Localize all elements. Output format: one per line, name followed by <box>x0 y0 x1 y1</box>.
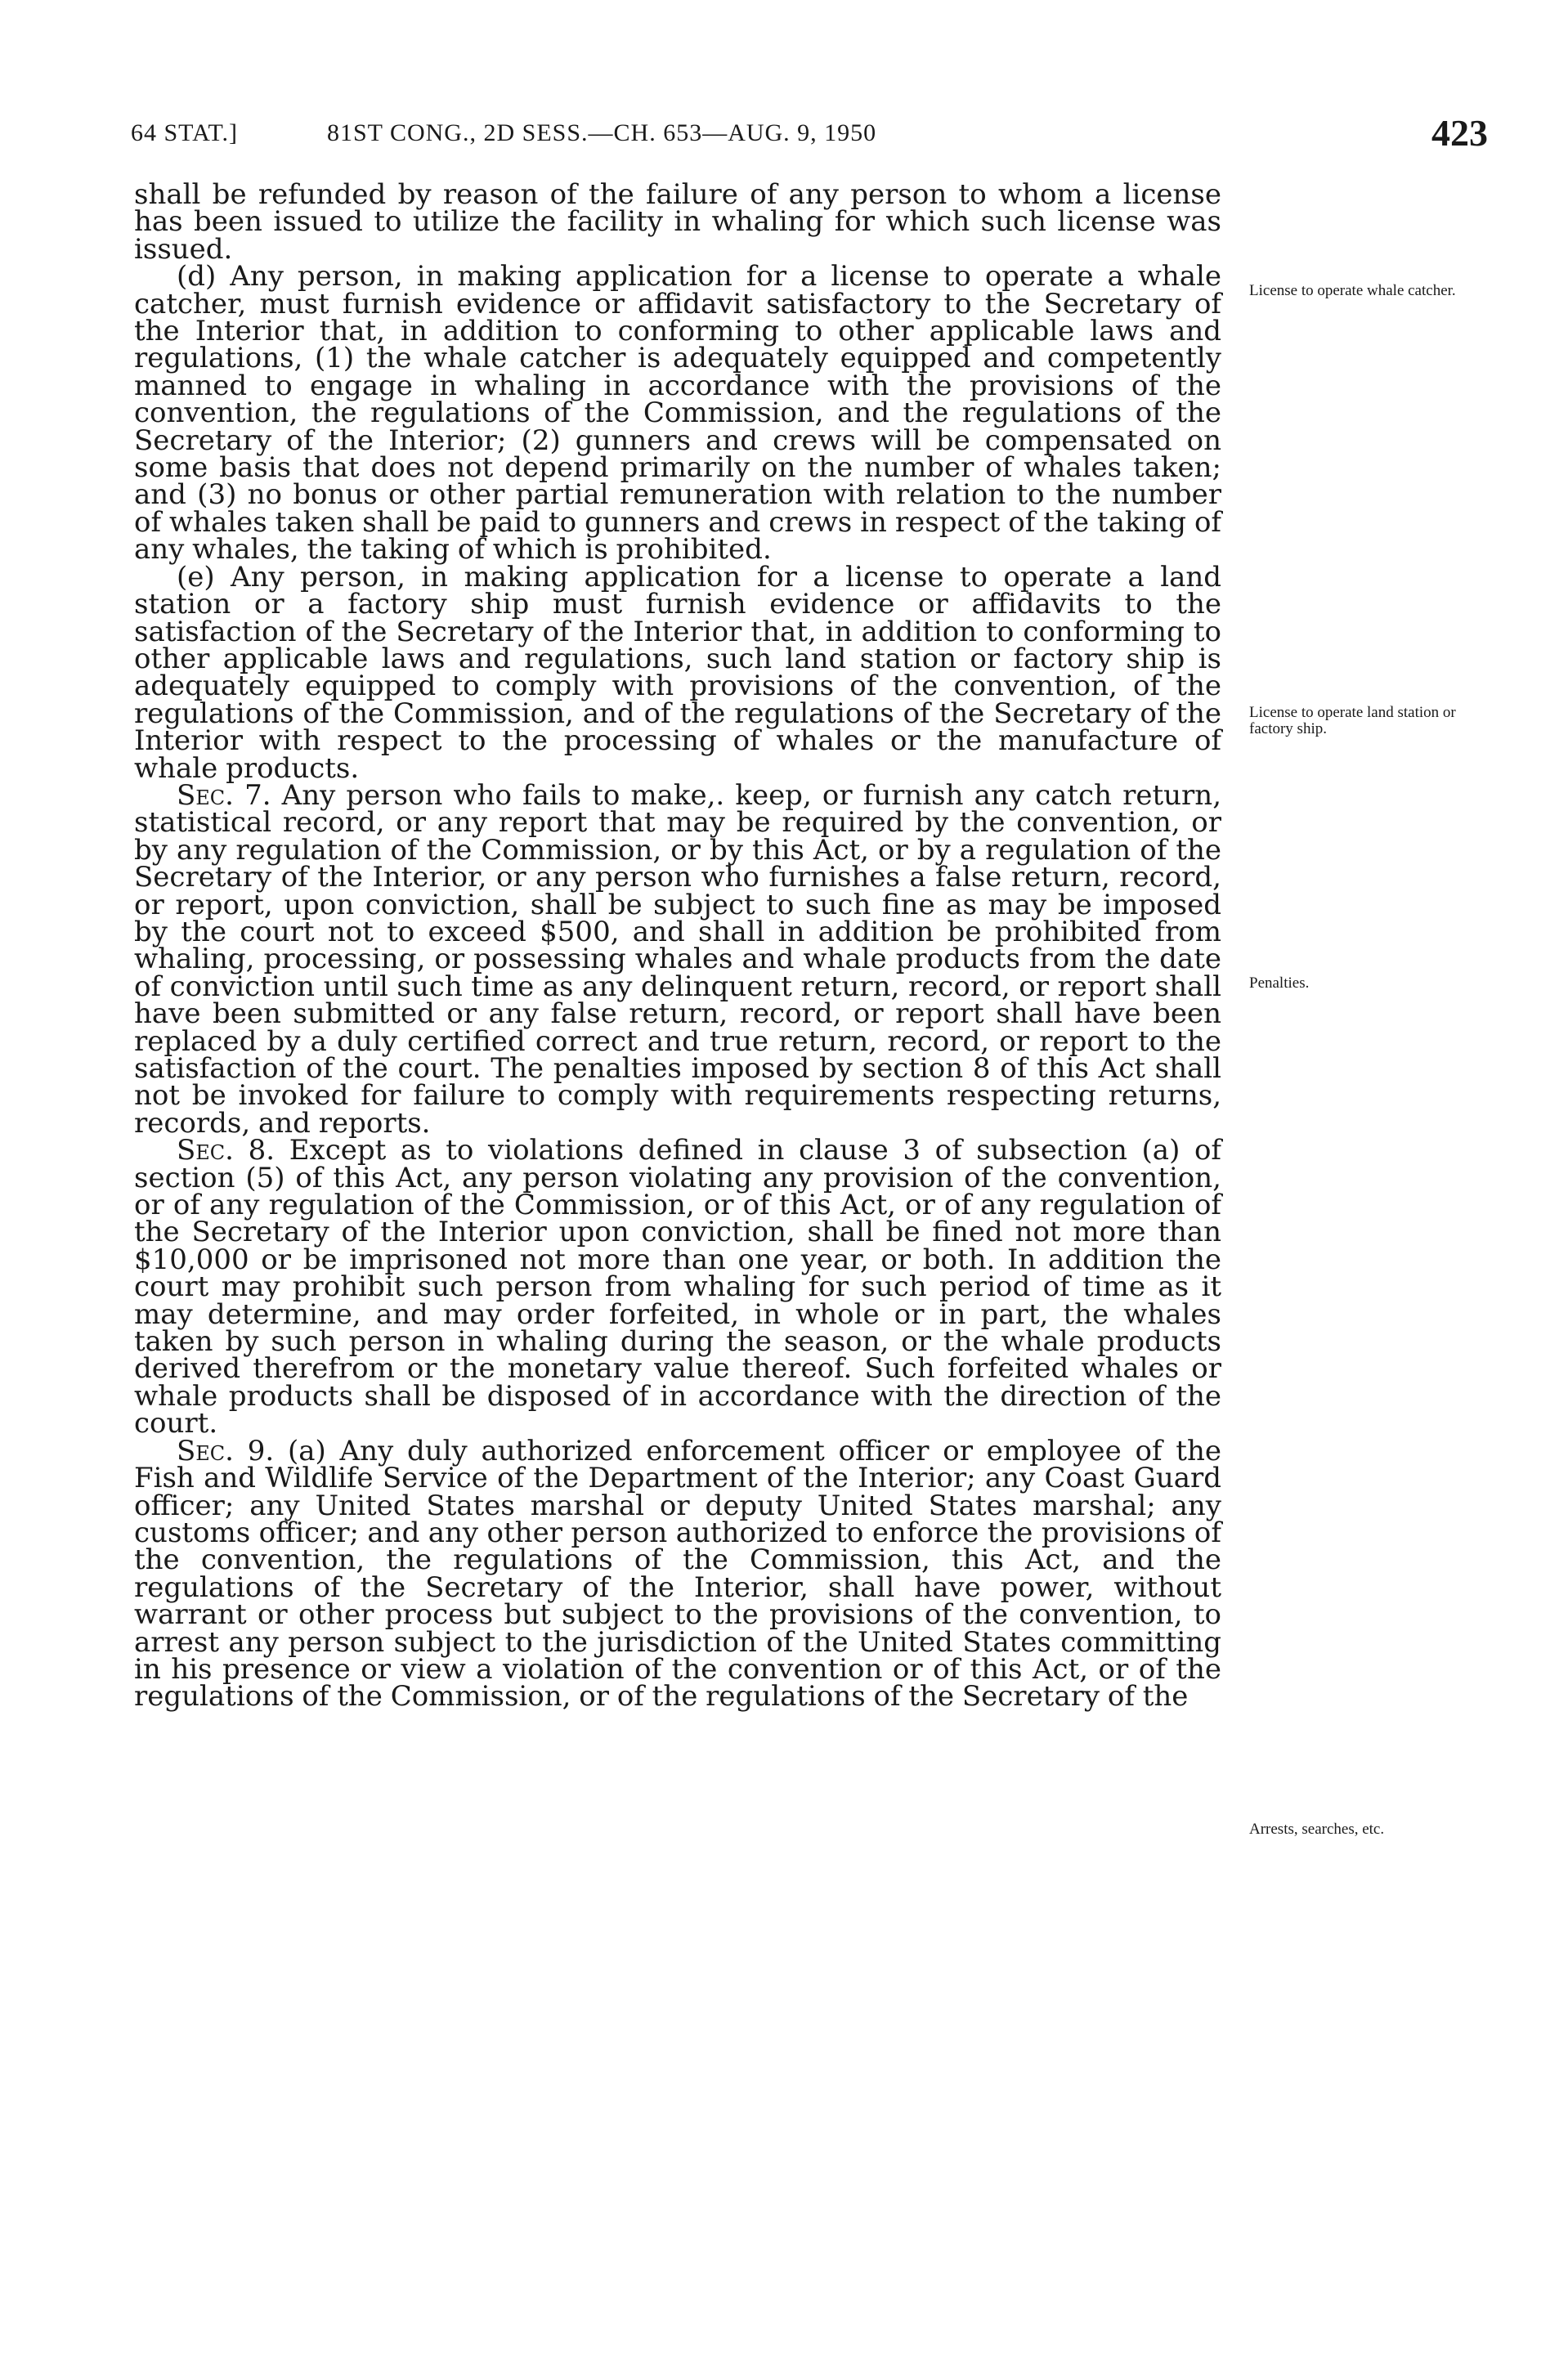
paragraph-text: Any person who fails to make,. keep, or furnish any catch return, statistical record, or any report that may be required by the convention, or by any regulation of the Commission, or by this Act, or by a regulation of the Secretary of the Interior, or any person who furnishes a false return, record, or report, upon conviction, shall be subject to such fine as may be imposed by the court not to exceed $500, and shall in addition be prohibited from whaling, processing, or possessing whales and whale products from the date of conviction until such time as any delinquent return, record, or report shall have been submitted or any false return, record, or report shall have been replaced by a duly certified correct and true return, record, or report to the satisfaction of the court. The penalties imposed by section 8 of this Act shall not be invoked for failure to comply with requirements respecting returns, records, and reports. <box>134 778 1222 1140</box>
paragraph-subsection-d <box>134 260 1221 567</box>
paragraph-text: shall be refunded by reason of the failure of any person to whom a license has been issued to utilize the facility in whaling for which such license was issued. <box>134 178 1221 266</box>
section-label: Sec. 7. <box>177 778 271 812</box>
statute-volume: 64 STAT.] <box>131 119 239 146</box>
paragraph-continuation <box>134 178 1221 266</box>
paragraph-section-9 <box>134 1434 1221 1714</box>
statute-body <box>134 178 1222 1714</box>
section-label: Sec. 9. <box>177 1434 275 1467</box>
margin-note-penalties: Penalties. <box>1249 974 1310 992</box>
paragraph-text: (a) Any duly authorized enforcement officer or employee of the Fish and Wildlife Service of the Department of the Interior; any Coast Guard officer; any United States marshal or deputy United States marshal; any customs officer; and any other person authorized to enforce the provisions of the convention, the regulations of the Commission, this Act, and the regulations of the Secretary of the Interior, shall have power, without warrant or other process but subject to the provisions of the convention, to arrest any person subject to the jurisdiction of the United States committing in his presence or view a violation of the convention or of this Act, or of the regulations of the Commission, or of the regulations of the Secretary of the <box>134 1434 1221 1714</box>
paragraph-text: Except as to violations defined in clause 3 of subsection (a) of section (5) of this Act, any person violating any provision of the convention, or of any regulation of the Commission, or of this Act, or of any regulation of the Secretary of the Interior upon conviction, shall be fined not more than $10,000 or be imprisoned not more than one year, or both. In addition the court may prohibit such person from whaling for such period of time as it may determine, and may order forfeited, in whole or in part, the whales taken by such person in whaling during the season, or the whale products derived therefrom or the monetary value thereof. Such forfeited whales or whale products shall be disposed of in accordance with the direction of the court. <box>134 1134 1222 1440</box>
paragraph-section-7 <box>134 778 1222 1140</box>
paragraph-text: (e) Any person, in making application for a license to operate a land station or a factory ship must furnish evidence or affidavits to the satisfaction of the Secretary of the Interior that, in addition to conforming to other applicable laws and regulations, such land station or factory ship is adequately equipped to comply with provisions of the convention, of the regulations of the Commission, and of the regulations of the Secretary of the Interior with respect to the processing of whales or the manufacture of whale products. <box>134 560 1221 785</box>
margin-note-arrests: Arrests, searches, etc. <box>1249 1821 1385 1838</box>
margin-note-whale-catcher: License to operate whale catcher. <box>1249 282 1456 299</box>
section-label: Sec. 8. <box>177 1134 276 1167</box>
session-chapter-date: 81ST CONG., 2D SESS.—CH. 653—AUG. 9, 1950 <box>327 119 877 146</box>
page-header <box>131 111 1488 160</box>
margin-note-land-station: License to operate land station or factory ship. <box>1249 704 1456 737</box>
paragraph-subsection-e <box>134 560 1221 785</box>
page-number: 423 <box>1431 112 1488 154</box>
paragraph-section-8 <box>134 1134 1222 1440</box>
paragraph-text: (d) Any person, in making application for a license to operate a whale catcher, must furnish evidence or affidavit satisfactory to the Secretary of the Interior that, in addition to conforming to other applicable laws and regulations, (1) the whale catcher is adequately equipped and competently manned to engage in whaling in accordance with the provisions of the convention, the regulations of the Commission, and the regulations of the Secretary of the Interior; (2) gunners and crews will be compensated on some basis that does not depend primarily on the number of whales taken; and (3) no bonus or other partial remuneration with relation to the number of whales taken shall be paid to gunners and crews in respect of the taking of any whales, the taking of which is prohibited. <box>134 260 1221 567</box>
